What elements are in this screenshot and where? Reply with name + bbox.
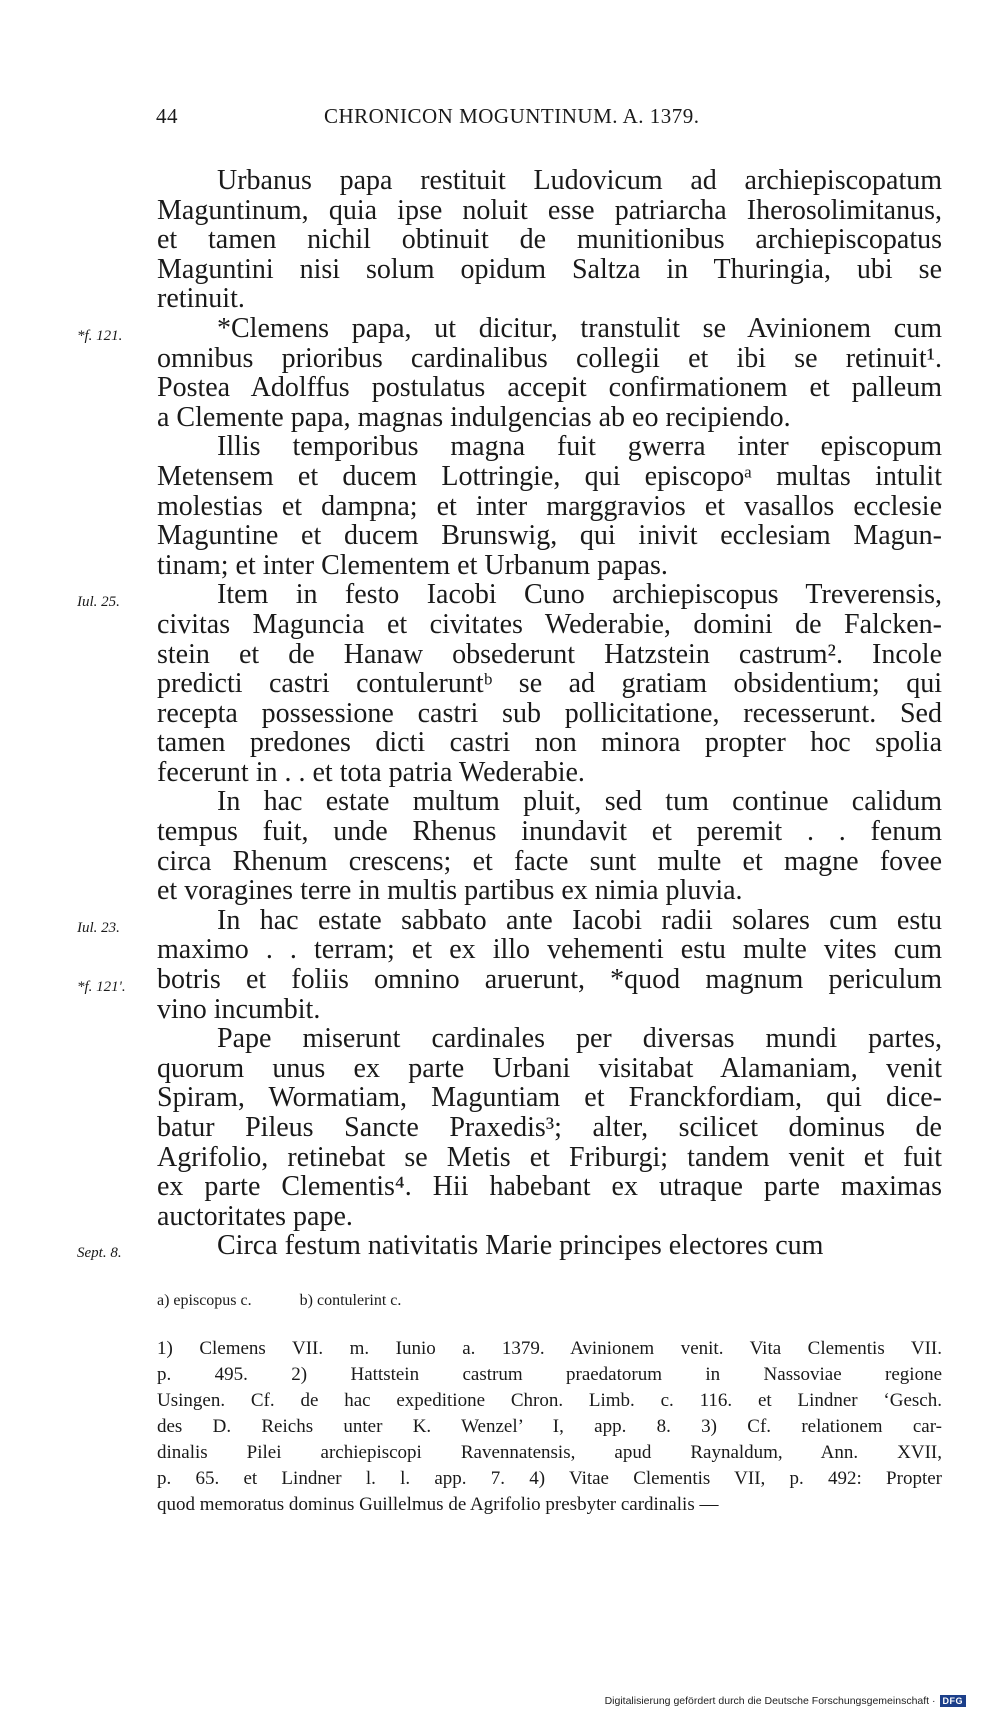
page-number: 44 <box>156 104 178 128</box>
text-line: recepta possessione castri sub pollicitatione, recesserunt. Sed <box>157 697 942 729</box>
text-line: Circa festum nativitatis Marie principes electores cum <box>217 1230 824 1262</box>
digitization-credit <box>605 1695 966 1707</box>
margin-note: *f. 121'. <box>77 979 126 996</box>
text-line: tinam; et inter Clementem et Urbanum papas. <box>157 549 668 581</box>
text-line: molestias et dampna; et inter marggravios et vasallos ecclesie <box>157 490 942 522</box>
paragraph <box>157 787 942 905</box>
running-title: CHRONICON MOGUNTINUM. A. 1379. <box>324 104 700 128</box>
text-line: fecerunt in . . et tota patria Wederabie. <box>157 756 585 788</box>
text-line: auctoritates pape. <box>157 1200 353 1232</box>
text-line: stein et de Hanaw obsederunt Hatzstein castrum². Incole <box>157 638 942 670</box>
paragraph <box>157 432 942 580</box>
text-line: et tamen nichil obtinuit de munitionibus archiepiscopatus <box>157 224 942 256</box>
text-line: batur Pileus Sancte Praxedis³; alter, scilicet dominus de <box>157 1112 942 1143</box>
text-line: Maguntine et ducem Brunswig, qui inivit ecclesiam Magun- <box>157 520 942 552</box>
footnote-line: p. 65. et Lindner l. l. app. 7. 4) Vitae Clementis VII, p. 492: Propter <box>157 1468 942 1489</box>
text-line: tempus fuit, unde Rhenus inundavit et peremit . . fenum <box>157 816 942 848</box>
footnote-line: dinalis Pilei archiepiscopi Ravennatensis, apud Raynaldum, Ann. XVII, <box>157 1442 942 1463</box>
text-line: In hac estate sabbato ante Iacobi radii solares cum estu <box>217 904 942 936</box>
text-line: Pape miserunt cardinales per diversas mundi partes, <box>217 1023 942 1055</box>
margin-note: Iul. 23. <box>77 919 120 936</box>
text-line: omnibus prioribus cardinalibus collegii et ibi se retinuit¹. <box>157 342 942 374</box>
paragraph <box>77 904 942 1025</box>
text-line: quorum unus ex parte Urbani visitabat Alamaniam, venit <box>157 1052 942 1084</box>
text-line: maximo . . terram; et ex illo vehementi estu multe vites cum <box>157 934 942 966</box>
text-line: Item in festo Iacobi Cuno archiepiscopus Treverensis, <box>217 579 942 611</box>
text-line: Illis temporibus magna fuit gwerra inter episcopum <box>217 431 942 463</box>
footnote-line: des D. Reichs unter K. Wenzel’ I, app. 8. 3) Cf. relationem car- <box>157 1416 942 1437</box>
text-line: civitas Maguncia et civitates Wederabie, domini de Falcken- <box>157 608 942 640</box>
text-line: a Clemente papa, magnas indulgencias ab eo recipiendo. <box>157 401 791 433</box>
text-line: Maguntinum, quia ipse noluit esse patriarcha Iherosolimitanus, <box>157 194 942 226</box>
footnote-line: p. 495. 2) Hattstein castrum praedatorum in Nassoviae regione <box>157 1364 942 1385</box>
text-line: predicti castri contuleruntᵇ se ad gratiam obsidentium; qui <box>157 668 942 700</box>
paragraph <box>77 579 942 788</box>
margin-note: Sept. 8. <box>77 1245 122 1262</box>
text-line: Postea Adolffus postulatus accepit confirmationem et palleum <box>157 372 942 404</box>
text-line: retinuit. <box>157 283 245 315</box>
footnote-line: quod memoratus dominus Guillelmus de Agrifolio presbyter cardinalis — <box>157 1494 719 1515</box>
text-line: botris et foliis omnino aruerunt, *quod magnum periculum <box>157 964 942 996</box>
paragraph <box>157 166 942 314</box>
paragraph <box>77 1230 942 1262</box>
text-line: Maguntini nisi solum opidum Saltza in Thuringia, ubi se <box>157 253 942 285</box>
text-line: et voragines terre in multis partibus ex nimia pluvia. <box>157 875 743 907</box>
text-line: tamen predones dicti castri non minora propter hoc spolia <box>157 727 942 759</box>
textual-variants <box>157 1292 942 1310</box>
text-line: *Clemens papa, ut dicitur, transtulit se Avinionem cum <box>217 312 942 344</box>
text-line: Agrifolio, retinebat se Metis et Friburgi; tandem venit et fuit <box>157 1141 942 1173</box>
text-line: Metensem et ducem Lottringie, qui episcopoᵃ multas intulit <box>157 460 942 492</box>
variant-b: b) contulerint c. <box>299 1292 402 1309</box>
paragraph <box>157 1024 942 1231</box>
footnote-line: Usingen. Cf. de hac expeditione Chron. Limb. c. 116. et Lindner ‘Gesch. <box>157 1390 942 1411</box>
text-line: ex parte Clementis⁴. Hii habebant ex utraque parte maximas <box>157 1171 942 1203</box>
text-line: Urbanus papa restituit Ludovicum ad archiepiscopatum <box>217 165 942 196</box>
variant-a: a) episcopus c. <box>157 1292 252 1309</box>
margin-note: *f. 121. <box>77 327 123 344</box>
text-line: vino incumbit. <box>157 993 321 1025</box>
text-line: In hac estate multum pluit, sed tum continue calidum <box>217 786 942 818</box>
footnotes <box>157 1336 942 1518</box>
credit-text: Digitalisierung gefördert durch die Deutsche Forschungsgemeinschaft · <box>604 1695 936 1707</box>
dfg-logo-icon: DFG <box>940 1695 967 1707</box>
footnote-line: 1) Clemens VII. m. Iunio a. 1379. Avinionem venit. Vita Clementis VII. <box>157 1338 942 1359</box>
main-text <box>77 165 942 1262</box>
paragraph <box>77 312 942 433</box>
text-line: circa Rhenum crescens; et facte sunt multe et magne fovee <box>157 845 942 877</box>
text-line: Spiram, Wormatiam, Maguntiam et Franckfordiam, qui dice- <box>157 1082 942 1114</box>
margin-note: Iul. 25. <box>77 594 120 611</box>
